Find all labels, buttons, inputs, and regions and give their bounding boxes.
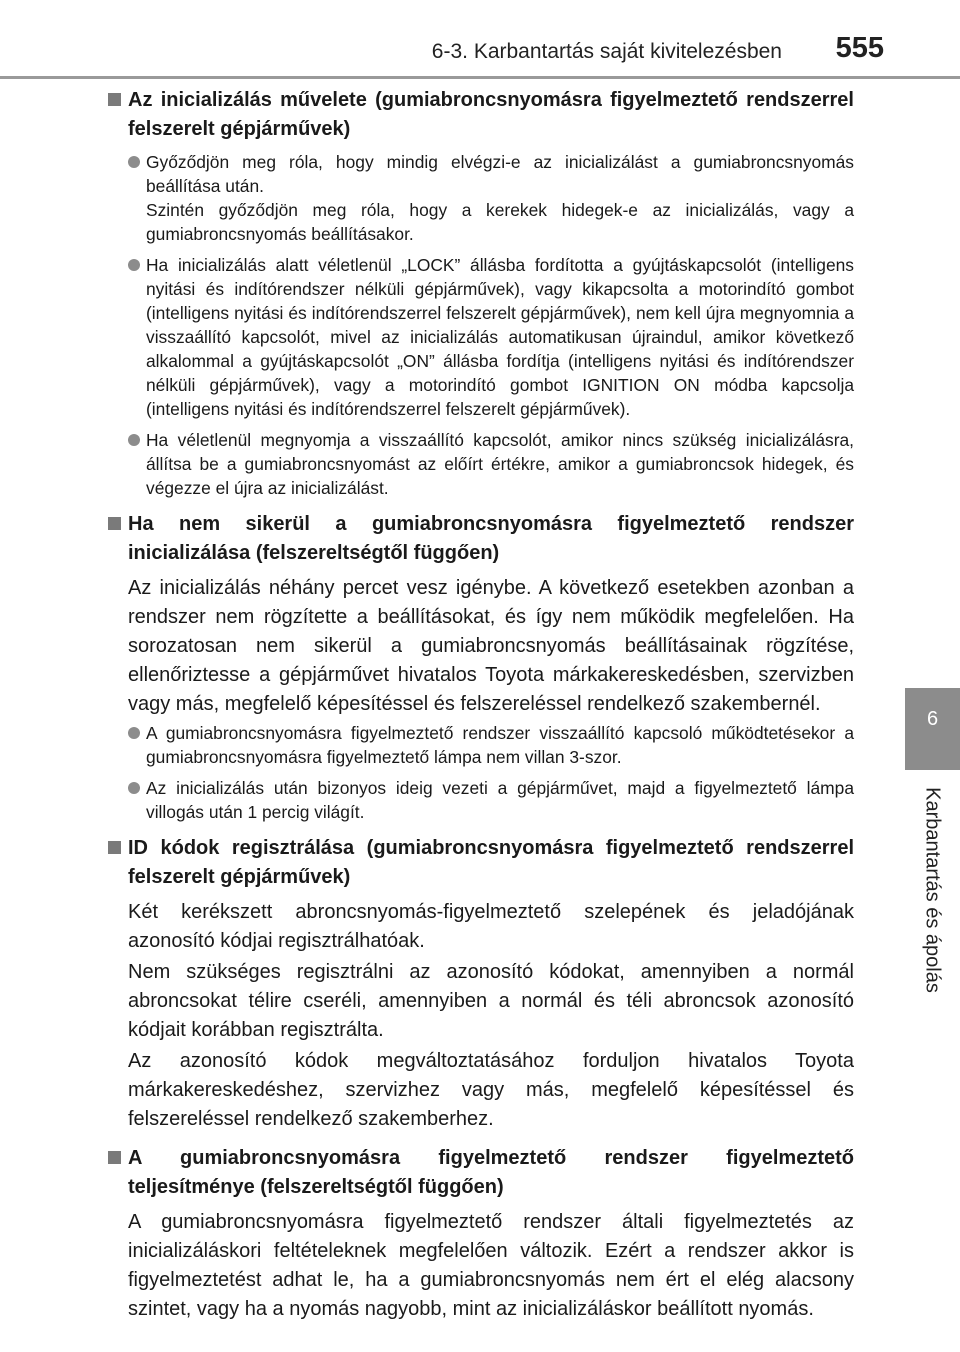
section-heading-text: ID kódok regisztrálása (gumiabroncsnyomásra figyelmeztető rendszerrel felszerelt gépjárművek) <box>128 837 854 888</box>
bullet-text: Győződjön meg róla, hogy mindig elvégzi-e az inicializálást a gumiabroncsnyomás beállítása után. <box>146 152 854 196</box>
page-number: 555 <box>835 32 884 64</box>
bullet-text: Ha inicializálás alatt véletlenül „LOCK” állásba fordította a gyújtáskapcsolót (intelligens nyitási és indítórendszer nélküli gépjárművek), vagy kikapcsolta a motorindító gombot (intelligens nyitási és indítórendszerrel felszerelt gépjárművek), nem kell újra megnyomnia a visszaállító kapcsolót, mivel az inicializálás automatikusan újraindul, amikor következő alkalommal a gyújtáskapcsolót „ON” állásba fordítja (intelligens nyitási és indítórendszer nélküli gépjárművek), vagy a motorindító gombot IGNITION ON módba kapcsolja (intelligens nyitási és indítórendszerrel felszerelt gépjárművek). <box>146 255 854 419</box>
square-bullet-icon <box>108 93 121 106</box>
header-divider <box>0 76 960 79</box>
circle-bullet-icon <box>128 782 140 794</box>
section-initialization-procedure <box>108 86 854 500</box>
circle-bullet-icon <box>128 434 140 446</box>
list-item <box>108 721 854 769</box>
page-content <box>108 86 854 1334</box>
section-heading-text: Az inicializálás művelete (gumiabroncsnyomásra figyelmeztető rendszerrel felszerelt gépjárművek) <box>128 89 854 140</box>
chapter-number: 6 <box>926 708 939 730</box>
list-item <box>108 776 854 824</box>
section-heading <box>108 834 854 892</box>
body-paragraph: A gumiabroncsnyomásra figyelmeztető rendszer általi figyelmeztetés az inicializáláskori feltételeknek megfelelően változik. Ezért a rendszer akkor is figyelmeztetést adhat le, ha a gumiabroncsnyomás nem ért el elég alacsony szintet, vagy ha a nyomás nagyobb, mint az inicializáláskor beállított nyomás. <box>128 1211 854 1320</box>
section-heading-text: Ha nem sikerül a gumiabroncsnyomásra figyelmeztető rendszer inicializálása (felszereltségtől függően) <box>128 513 854 564</box>
square-bullet-icon <box>108 841 121 854</box>
section-heading-text: A gumiabroncsnyomásra figyelmeztető rendszer figyelmeztető teljesítménye (felszereltségtől függően) <box>128 1147 854 1198</box>
square-bullet-icon <box>108 1151 121 1164</box>
page-header <box>0 0 960 78</box>
bullet-text: Az inicializálás után bizonyos ideig vezeti a gépjárművet, majd a figyelmeztető lámpa villogás után 1 percig világít. <box>146 778 854 822</box>
bullet-text: Szintén győződjön meg róla, hogy a kerekek hidegek-e az inicializálás, vagy a gumiabroncsnyomás beállításakor. <box>146 200 854 244</box>
bullet-text: A gumiabroncsnyomásra figyelmeztető rendszer visszaállító kapcsoló működtetésekor a gumiabroncsnyomásra figyelmeztető lámpa nem villan 3-szor. <box>146 723 854 767</box>
list-item <box>108 253 854 421</box>
bullet-text: Ha véletlenül megnyomja a visszaállító kapcsolót, amikor nincs szükség inicializálásra, állítsa be a gumiabroncsnyomást az előírt értékre, amikor a gumiabroncsok hidegek, és végezze el újra az inicializálást. <box>146 430 854 498</box>
square-bullet-icon <box>108 517 121 530</box>
body-paragraph: Az azonosító kódok megváltoztatásához forduljon hivatalos Toyota márkakereskedéshez, szervizhez vagy más, megfelelő képesítéssel és felszereléssel rendelkező szakemberhez. <box>128 1050 854 1130</box>
circle-bullet-icon <box>128 259 140 271</box>
section-warning-performance <box>108 1144 854 1324</box>
section-heading <box>108 510 854 568</box>
circle-bullet-icon <box>128 727 140 739</box>
section-heading <box>108 1144 854 1202</box>
section-title: 6-3. Karbantartás saját kivitelezésben <box>431 40 782 63</box>
body-paragraph: Két kerékszett abroncsnyomás-figyelmeztető szelepének és jeladójának azonosító kódjai regisztrálhatóak. <box>128 901 854 952</box>
circle-bullet-icon <box>128 156 140 168</box>
section-heading <box>108 86 854 144</box>
body-paragraph: Nem szükséges regisztrálni az azonosító kódokat, amennyiben a normál abroncsokat télire cseréli, amennyiben a normál és téli abroncsok azonosító kódjait korábban regisztrálta. <box>128 961 854 1041</box>
chapter-label-text: Karbantartás és ápolás <box>921 787 944 993</box>
section-initialization-failure <box>108 510 854 824</box>
list-item <box>108 428 854 500</box>
list-item <box>108 150 854 246</box>
body-paragraph: Az inicializálás néhány percet vesz igénybe. A következő esetekben azonban a rendszer nem rögzítette a beállításokat, és így nem működik megfelelően. Ha sorozatosan nem sikerül a gumiabroncsnyomás beállításainak rögzítése, ellenőriztesse a gépjárművet hivatalos Toyota márkakereskedésben, szervizben vagy más, megfelelő képesítéssel és felszereléssel rendelkező szakembernél. <box>128 577 854 715</box>
section-id-code-registration <box>108 834 854 1134</box>
chapter-tab <box>905 688 960 770</box>
